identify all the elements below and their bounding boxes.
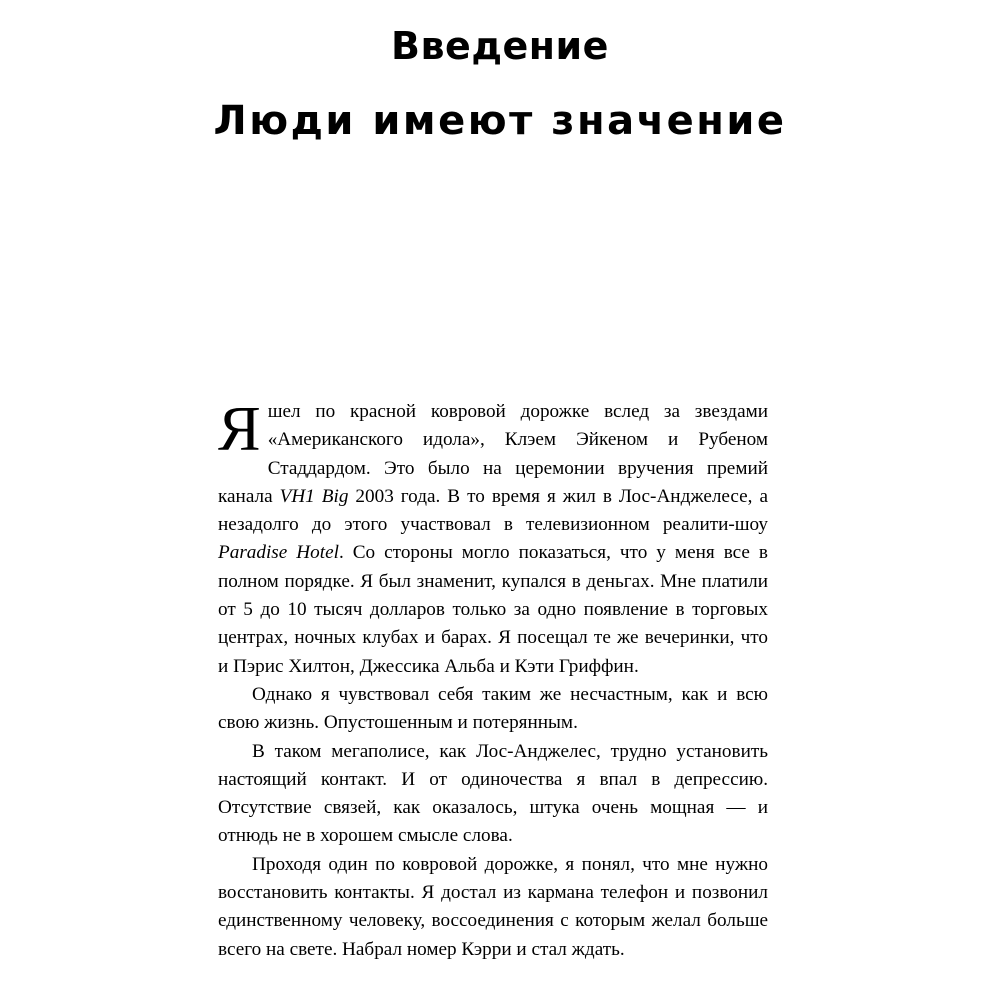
chapter-heading [0,26,1000,144]
chapter-label: Введение [391,24,609,68]
paragraph-1-italic-paradise-hotel: Paradise Hotel [218,542,339,564]
paragraph-1-part-a: шел по красной ковровой дорожке вслед за звездами «Американского идола», Клэем Эйкеном и Рубеном Стаддардом. Это было на церемонии вручения премий канала [218,401,768,507]
paragraph-1-italic-vh1big: VH1 Big [279,485,349,507]
chapter-title: Люди имеют значение [213,97,787,144]
paragraph-1 [218,393,768,681]
drop-cap: Я [218,393,261,464]
paragraph-3: В таком мегаполисе, как Лос-Анджелес, трудно установить настоящий контакт. И от одиночества я впал в депрессию. Отсутствие связей, как оказалось, штука очень мощная — и отнюдь не в хорошем смысле слова. [218,740,768,847]
paragraph-1-part-b: 2003 года. В то время я жил в Лос-Анджелесе, а незадолго до этого участвовал в телевизионном реалити-шоу [218,485,768,536]
body-text [218,393,768,964]
paragraph-2: Однако я чувствовал себя таким же несчастным, как и всю свою жизнь. Опустошенным и потерянным. [218,683,768,734]
paragraph-4: Проходя один по ковровой дорожке, я понял, что мне нужно восстановить контакты. Я достал из кармана телефон и позвонил единственному человеку, воссоединения с которым желал больше всего на свете. Набрал номер Кэрри и стал ждать. [218,853,768,960]
paragraph-1-part-c: . Со стороны могло показаться, что у меня все в полном порядке. Я был знаменит, купался в деньгах. Мне платили от 5 до 10 тысяч долларов только за одно появление в торговых центрах, ночных клубах и барах. Я посещал те же вечеринки, что и Пэрис Хилтон, Джессика Альба и Кэти Гриффин. [218,542,768,677]
